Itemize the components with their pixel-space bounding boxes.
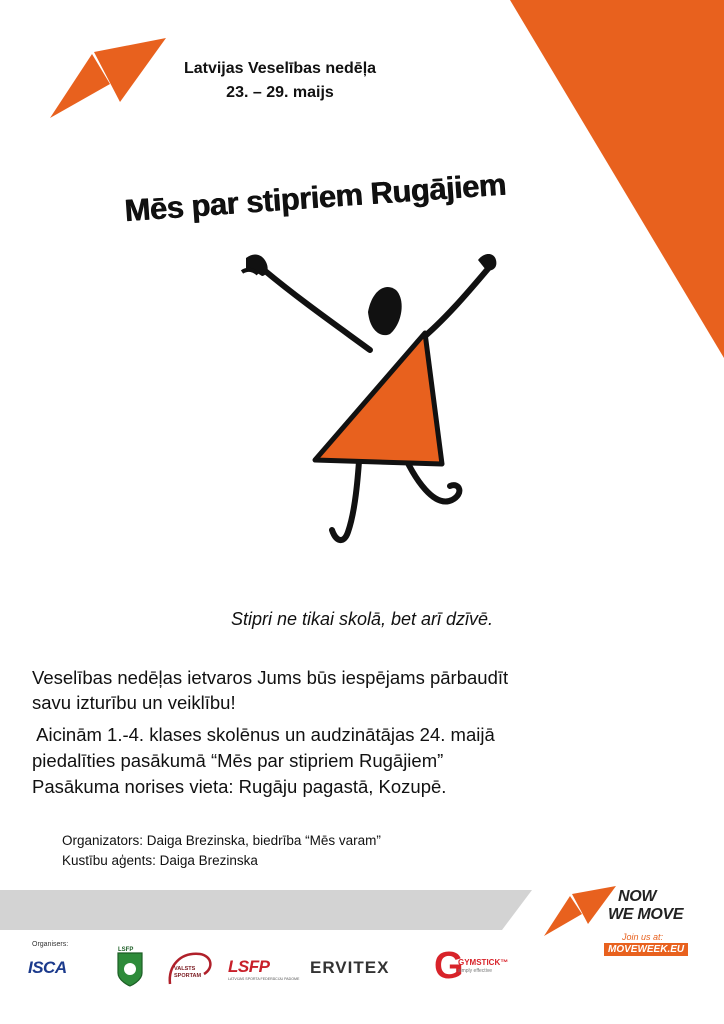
event-dates: 23. – 29. maijs (226, 84, 334, 101)
now-we-move-arrow-icon (544, 886, 616, 936)
gymstick-logo (434, 945, 514, 988)
valsts-sportam-logo (166, 948, 216, 988)
lsfp-shield-text: LSFP (118, 947, 134, 953)
organizer-credit: Organizators: Daiga Brezinska, biedrība “Mēs varam” (62, 833, 381, 848)
join-us-text: Join us at: (622, 932, 664, 942)
body-line-4: piedalīties pasākumā “Mēs par stipriem Rugājiem” (32, 750, 444, 771)
jumping-figure-illustration (240, 250, 500, 555)
we-move-text: WE MOVE (608, 906, 684, 923)
gymstick-logo-text: GYMSTICK™ (458, 958, 509, 967)
lsfp-logo-text: LSFP (228, 957, 270, 976)
lsfp-logo (228, 957, 298, 987)
gymstick-g-icon: G (434, 945, 464, 987)
lsfp-shield-logo (117, 947, 143, 987)
moveweek-logo-icon (50, 38, 168, 120)
body-line-3: Aicinām 1.-4. klases skolēnus un audzinātājas 24. maijā (32, 724, 495, 745)
valsts-sportam-text: VALSTS SPORTAM (174, 966, 202, 979)
body-line-5: Pasākuma norises vieta: Rugāju pagastā, Kozupē. (32, 776, 447, 797)
now-text: NOW (618, 888, 657, 905)
now-we-move-logo (544, 882, 714, 962)
agent-credit: Kustību aģents: Daiga Brezinska (62, 853, 258, 868)
body-line-1: Veselības nedēļas ietvaros Jums būs iespējams pārbaudīt (32, 667, 509, 688)
organisers-label: Organisers: (32, 941, 69, 948)
gymstick-tagline: simply effective (458, 968, 493, 974)
shield-icon (117, 947, 143, 987)
lsfp-caption: LATVIJAS SPORTA FEDERĀCIJU PADOME (228, 977, 300, 981)
isca-logo-text: ISCA (28, 958, 67, 977)
event-title-line1: Latvijas Veselības nedēļa (183, 60, 377, 77)
ervitex-logo-text: ERVITEX (310, 958, 390, 977)
tagline: Stipri ne tikai skolā, bet arī dzīvē. (230, 609, 494, 629)
ervitex-logo (310, 958, 420, 980)
isca-logo (28, 958, 96, 980)
body-line-2: savu izturību un veiklību! (32, 692, 236, 713)
headline: Mēs par stipriem Rugājiem (123, 166, 507, 229)
moveweek-website-link[interactable]: MOVEWEEK.EU (604, 943, 688, 956)
